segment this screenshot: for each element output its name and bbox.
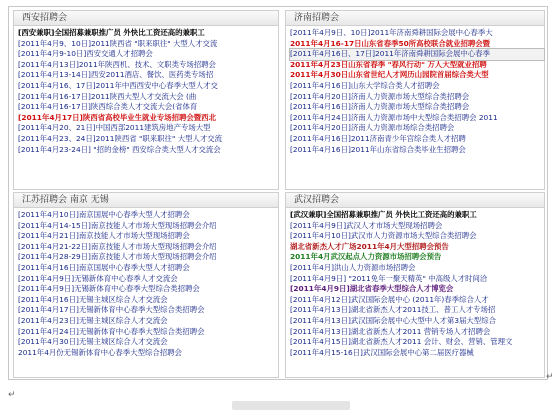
job-fair-link[interactable]: 2011年4月武汉起点人力资源市场招聘会预告: [290, 252, 442, 262]
job-fair-link[interactable]: [2011年4月16、17日]2011年中西西安中心春季大型人才交: [18, 80, 218, 90]
job-fair-link[interactable]: [2011年4月12日]武汉国际会展中心 (2011年)春季综合人才: [290, 294, 489, 304]
job-fair-link[interactable]: 湖北省新杰人才广场2011年4月大型招聘会预告: [290, 241, 449, 251]
job-fair-list: [286, 26, 544, 155]
panel-jiangsu: [13, 192, 279, 378]
job-fair-link[interactable]: [2011年4月15日]湖北省新杰人才2011 会计、财会、营销、管理文: [290, 337, 513, 347]
job-fair-link[interactable]: [2011年4月9日、10日]2011年济南舜耕国际会展中心春季大: [290, 28, 493, 37]
job-fair-link[interactable]: [2011年4月17日]陕西省高校毕业生就业专场招聘会暨西北: [18, 112, 216, 122]
job-fair-link[interactable]: [2011年4月9日]湖北省春季大型综合人才博览会: [290, 284, 454, 294]
job-fair-link[interactable]: [2011年4月10日]武汉市人力资源市场大型综合类招聘会: [290, 231, 477, 241]
panel-wuhan: [285, 192, 545, 378]
panel-jinan: [285, 10, 545, 190]
job-fair-link[interactable]: [2011年4月13日]湖北省新杰人才2011 营销专场人才招聘会: [290, 326, 491, 336]
job-fair-link[interactable]: [2011年4月23-24日] "招的金榜" 西安综合类大型人才交流会: [18, 144, 221, 154]
job-fair-link[interactable]: [2011年4月21日]南京技能人才市场大型现场招聘会: [18, 231, 190, 241]
job-fair-link[interactable]: [2011年4月15-16日]武汉国际会展中心第二届医疗器械: [290, 347, 474, 357]
job-fair-link[interactable]: [2011年4月16日]南京国展中心春季大型人才招聘会: [18, 262, 190, 272]
job-fair-link[interactable]: [2011年4月24日]济南人力资源市场中大型综合类招聘会 2011: [290, 112, 498, 122]
job-fair-link[interactable]: [2011年4月9日]无锡新体育中心春季人才交流会: [18, 273, 178, 283]
job-fair-link[interactable]: [2011年4月9日] "2011免年一聚天精英" 中高级人才时间洽: [290, 273, 488, 283]
job-fair-link[interactable]: [2011年4月16日、17日]2011年济南舜耕国际会展中心春季: [290, 49, 544, 60]
job-fair-link[interactable]: [2011年4月16日]山东大学综合类人才招聘会: [290, 80, 440, 90]
job-fair-link[interactable]: [2011年4月16-17日]陕西综合类人才交流大会(省体育: [18, 102, 198, 112]
job-fair-link[interactable]: [2011年4月23、24日]2011陕西省 "职来职往" 大型人才交流: [18, 133, 223, 143]
job-fair-link[interactable]: [2011年4月10日]南京国展中心春季大型人才招聘会: [18, 210, 190, 219]
panel-title: 江苏招聘会 南京 无锡: [14, 193, 278, 208]
job-fair-link[interactable]: [2011年4月17日]无锡新体育中心春季大型综合类招聘会: [18, 305, 205, 315]
job-fair-link[interactable]: [2011年4月13日]2011年陕西机、技术、文职类专场招聘会: [18, 59, 216, 69]
job-fair-link[interactable]: [西安兼职]全国招募兼职推广员 外快比工资还高的兼职工: [18, 28, 205, 37]
job-fair-link[interactable]: [2011年4月16-17日]2011陕西大型人才交流大会 (曲: [18, 91, 197, 101]
job-fair-link[interactable]: [2011年4月13-14日]西安2011酒店、餐饮、医药类专场招: [18, 70, 214, 80]
job-fair-link[interactable]: [2011年4月20日]济南人力资源市场大型综合类招聘会: [290, 91, 470, 101]
job-fair-link[interactable]: [2011年4月24日]无锡新体育中心春季大型综合类招聘会: [18, 326, 205, 336]
job-fair-link[interactable]: [2011年4月20、21日]中国西部2011建筑房地产专场大型: [18, 123, 211, 133]
job-fair-link[interactable]: [2011年4月9-10日]西安交通人才招聘会: [18, 49, 153, 59]
job-fair-link[interactable]: 2011年4月16-17日山东省春季50所高校联合就业招聘会暨: [290, 38, 491, 48]
job-fair-link[interactable]: [武汉兼职]全国招募兼职推广员 外快比工资还高的兼职工: [290, 210, 477, 219]
job-fair-link[interactable]: [2011年4月28-29日]南京技能人才市场大型现场招聘会介绍: [18, 252, 217, 262]
panel-title: 西安招聘会: [14, 11, 278, 26]
blurred-caption: [232, 401, 350, 410]
job-fair-link[interactable]: [2011年4月30日]无锡主城区综合人才交流会: [18, 337, 168, 347]
panel-xian: [13, 10, 279, 190]
job-fair-link[interactable]: [2011年4月9日]武汉人才市场大型现场招聘会: [290, 220, 443, 230]
job-fair-link[interactable]: [2011年4月16日]无锡主城区综合人才交流会: [18, 294, 168, 304]
job-fair-link[interactable]: [2011年4月23日]无锡主城区综合人才交流会: [18, 315, 168, 325]
job-fair-list: [14, 208, 278, 358]
job-fair-link[interactable]: [2011年4月13日]湖北省新杰人才2011技工、普工人才专场招: [290, 305, 496, 315]
paragraph-mark: ↵: [8, 390, 16, 400]
panel-title: 武汉招聘会: [286, 193, 544, 208]
job-fair-link[interactable]: [2011年4月21-22日]南京技能人才市场大型现场招聘会介绍: [18, 241, 217, 251]
job-fair-link[interactable]: [2011年4月]洪山人力资源市场招聘会: [290, 262, 416, 272]
job-fair-link[interactable]: [2011年4月9、10日]2011陕西省 "职来职往" 大型人才交流: [18, 38, 218, 48]
job-fair-list: [14, 26, 278, 155]
paragraph-mark: ↵: [546, 372, 554, 382]
job-fair-link[interactable]: [2011年4月20日]济南人力资源市场综合类招聘会: [290, 123, 455, 133]
panel-title: 济南招聘会: [286, 11, 544, 26]
job-fair-list: [286, 208, 544, 358]
document-page: [8, 6, 548, 380]
job-fair-link[interactable]: [2011年4月13日]武汉国际会展中心大型中人才第3届大型综合: [290, 315, 496, 325]
job-fair-link[interactable]: [2011年4月16日]2011济南青少年宫综合类人才招聘: [290, 133, 466, 143]
job-fair-link[interactable]: [2011年4月16日]2011年山东省综合类毕业生招聘会: [290, 144, 466, 154]
job-fair-link[interactable]: [2011年4月14-15日]南京技能人才市场大型现场招聘会介绍: [18, 220, 217, 230]
job-fair-link[interactable]: 2011年4月30日山东省世纪人才网历山园院首届综合类大型: [290, 70, 489, 80]
job-fair-link[interactable]: [2011年4月16日]济南人力资源市场大型综合类招聘会: [290, 102, 470, 112]
job-fair-link[interactable]: 2011年4月份无锡新体育中心春季大型综合招聘会: [18, 347, 182, 357]
job-fair-link[interactable]: 2011年4月23日山东省春季 "春风行动" 万人大型就业招聘: [290, 59, 487, 69]
job-fair-link[interactable]: [2011年4月9日]无锡新体育中心春季大型综合类招聘会: [18, 284, 200, 294]
